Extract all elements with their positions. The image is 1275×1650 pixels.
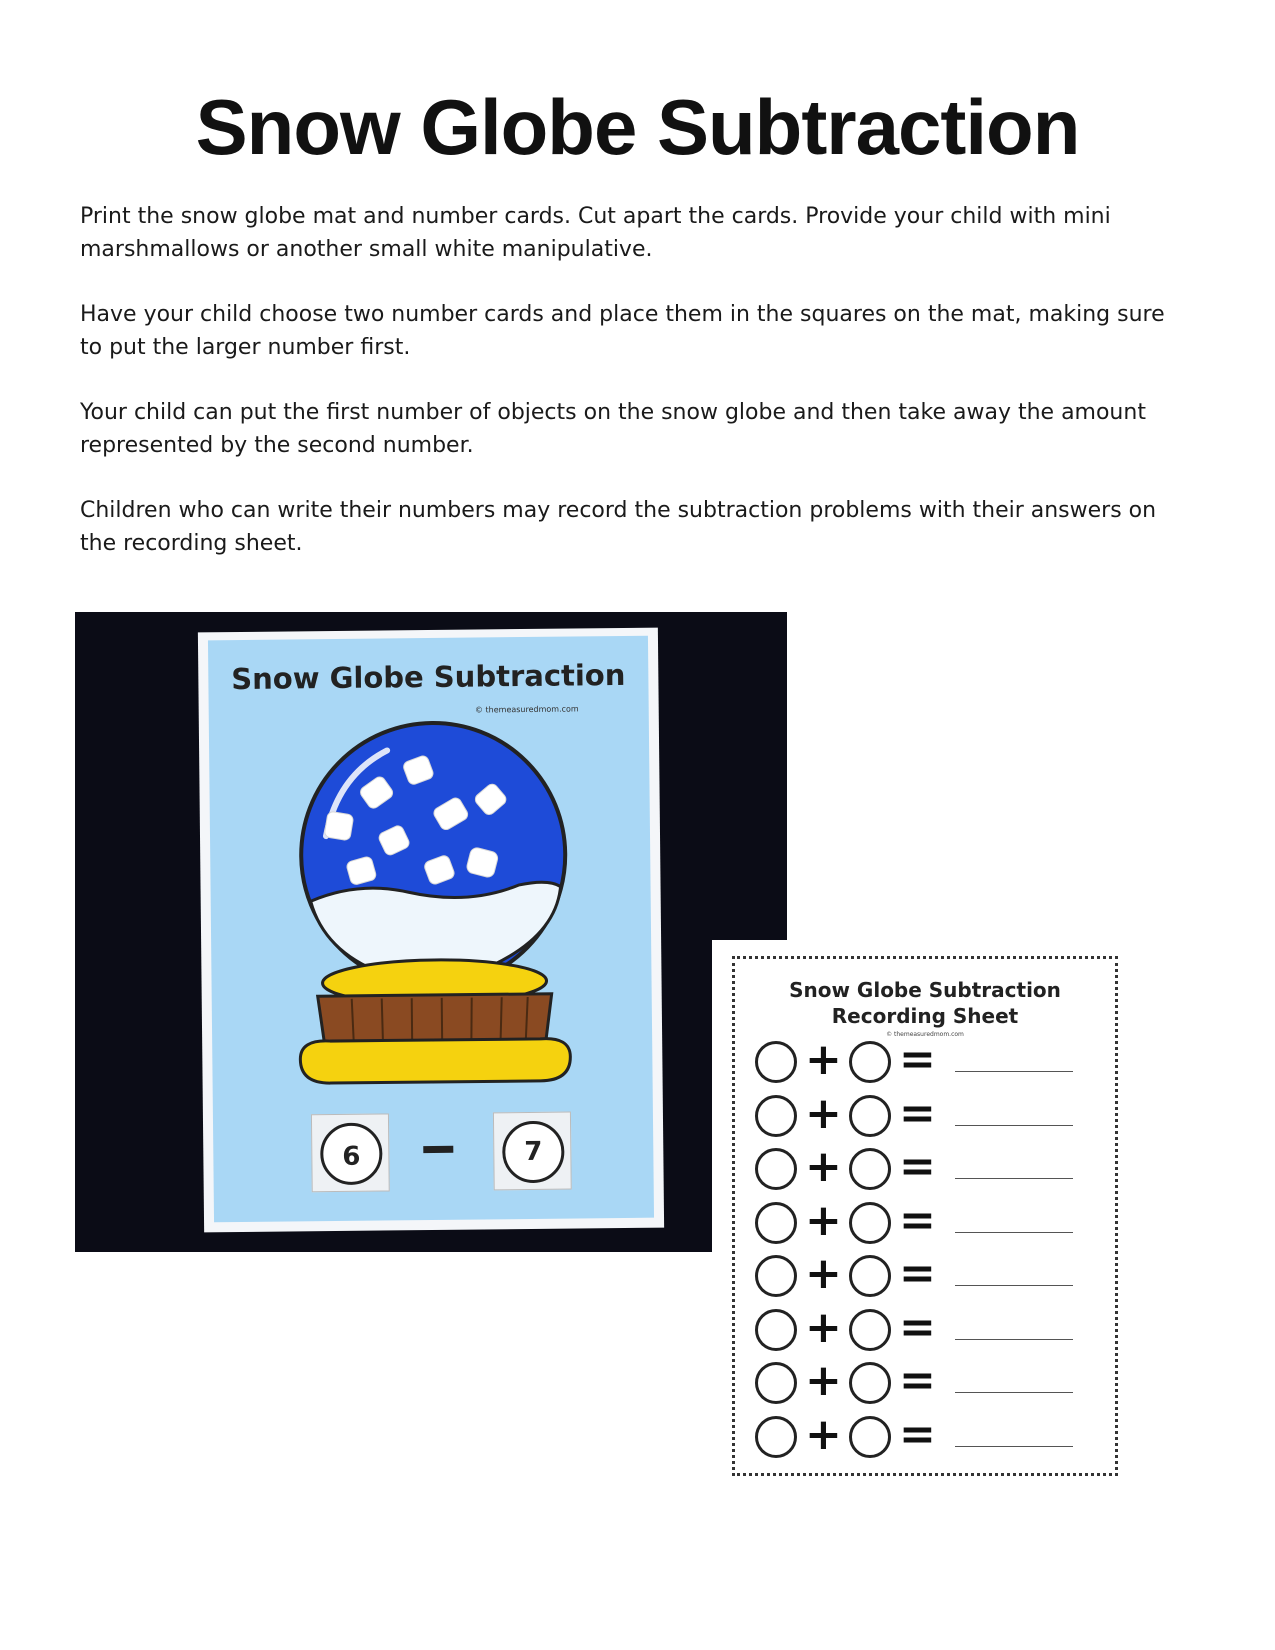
answer-circle — [849, 1416, 891, 1458]
instruction-paragraph: Your child can put the first number of objects on the snow globe and then take away the amount represented by the second number. — [80, 400, 1146, 458]
answer-line — [955, 1071, 1073, 1072]
recording-sheet-photo — [712, 940, 1137, 1492]
answer-circle — [849, 1362, 891, 1404]
recording-row — [755, 1408, 1105, 1464]
equals-sign: = — [899, 1034, 936, 1085]
plus-sign: + — [805, 1355, 842, 1406]
number-card-value: 9 — [320, 1123, 383, 1186]
answer-line — [955, 1339, 1073, 1340]
answer-line — [955, 1125, 1073, 1126]
recording-row — [755, 1087, 1105, 1143]
recording-row — [755, 1141, 1105, 1196]
answer-line — [955, 1446, 1073, 1447]
equals-sign: = — [899, 1141, 936, 1192]
answer-circle — [755, 1202, 797, 1244]
answer-circle — [849, 1148, 891, 1190]
recording-row — [755, 1248, 1105, 1303]
instruction-paragraph: Print the snow globe mat and number cards. Cut apart the cards. Provide your child with mini marshmallows or another small white manipulative. — [80, 204, 1111, 262]
equals-sign: = — [899, 1301, 936, 1353]
equals-sign: = — [899, 1355, 936, 1406]
equals-sign: = — [899, 1194, 936, 1246]
equals-sign: = — [899, 1408, 936, 1460]
equals-sign: = — [899, 1248, 936, 1299]
page-title: Snow Globe Subtraction — [195, 83, 1080, 171]
plus-sign: + — [805, 1408, 842, 1460]
instruction-paragraph: Children who can write their numbers may record the subtraction problems with their answers on the recording sheet. — [80, 498, 1157, 556]
plus-sign: + — [805, 1194, 842, 1246]
recording-sheet-title — [735, 977, 1115, 1029]
base-bottom — [300, 1038, 570, 1083]
minus-sign — [423, 1146, 453, 1153]
answer-circle — [849, 1255, 891, 1297]
answer-circle — [755, 1416, 797, 1458]
instruction-paragraph: Have your child choose two number cards and place them in the squares on the mat, making sure to put the larger number first. — [80, 302, 1165, 360]
answer-circle — [755, 1148, 797, 1190]
recording-sheet-credit: © themeasuredmom.com — [886, 1031, 964, 1038]
answer-line — [955, 1285, 1073, 1286]
answer-line — [955, 1392, 1073, 1393]
answer-circle — [755, 1095, 797, 1137]
mat-inner — [208, 636, 654, 1223]
mat-credit: © themeasuredmom.com — [474, 704, 579, 715]
instructions — [80, 200, 1190, 592]
answer-circle — [755, 1255, 797, 1297]
snow-globe-mat-photo — [75, 612, 787, 1252]
number-card-value: 7 — [502, 1121, 565, 1184]
answer-circle — [755, 1041, 797, 1083]
recording-row — [755, 1355, 1105, 1410]
answer-circle — [849, 1095, 891, 1137]
plus-sign: + — [805, 1301, 842, 1353]
answer-circle — [755, 1362, 797, 1404]
answer-line — [955, 1232, 1073, 1233]
plus-sign: + — [805, 1087, 842, 1139]
plus-sign: + — [805, 1034, 842, 1085]
answer-circle — [849, 1041, 891, 1083]
answer-circle — [849, 1202, 891, 1244]
answer-circle — [755, 1309, 797, 1351]
plus-sign: + — [805, 1248, 842, 1299]
answer-circle — [849, 1309, 891, 1351]
recording-row — [755, 1194, 1105, 1250]
snow-globe-illustration — [267, 718, 601, 1091]
number-card-second — [493, 1112, 572, 1191]
number-card-first — [311, 1113, 390, 1192]
plus-sign: + — [805, 1141, 842, 1192]
recording-sheet-border — [732, 956, 1118, 1476]
answer-line — [955, 1178, 1073, 1179]
equals-sign: = — [899, 1087, 936, 1139]
recording-sheet-title-line1: Snow Globe Subtraction — [789, 978, 1061, 1002]
mat-paper — [198, 628, 664, 1233]
mat-title: Snow Globe Subtraction — [231, 657, 626, 697]
recording-sheet-title-line2: Recording Sheet — [831, 1004, 1019, 1028]
recording-row — [755, 1301, 1105, 1357]
